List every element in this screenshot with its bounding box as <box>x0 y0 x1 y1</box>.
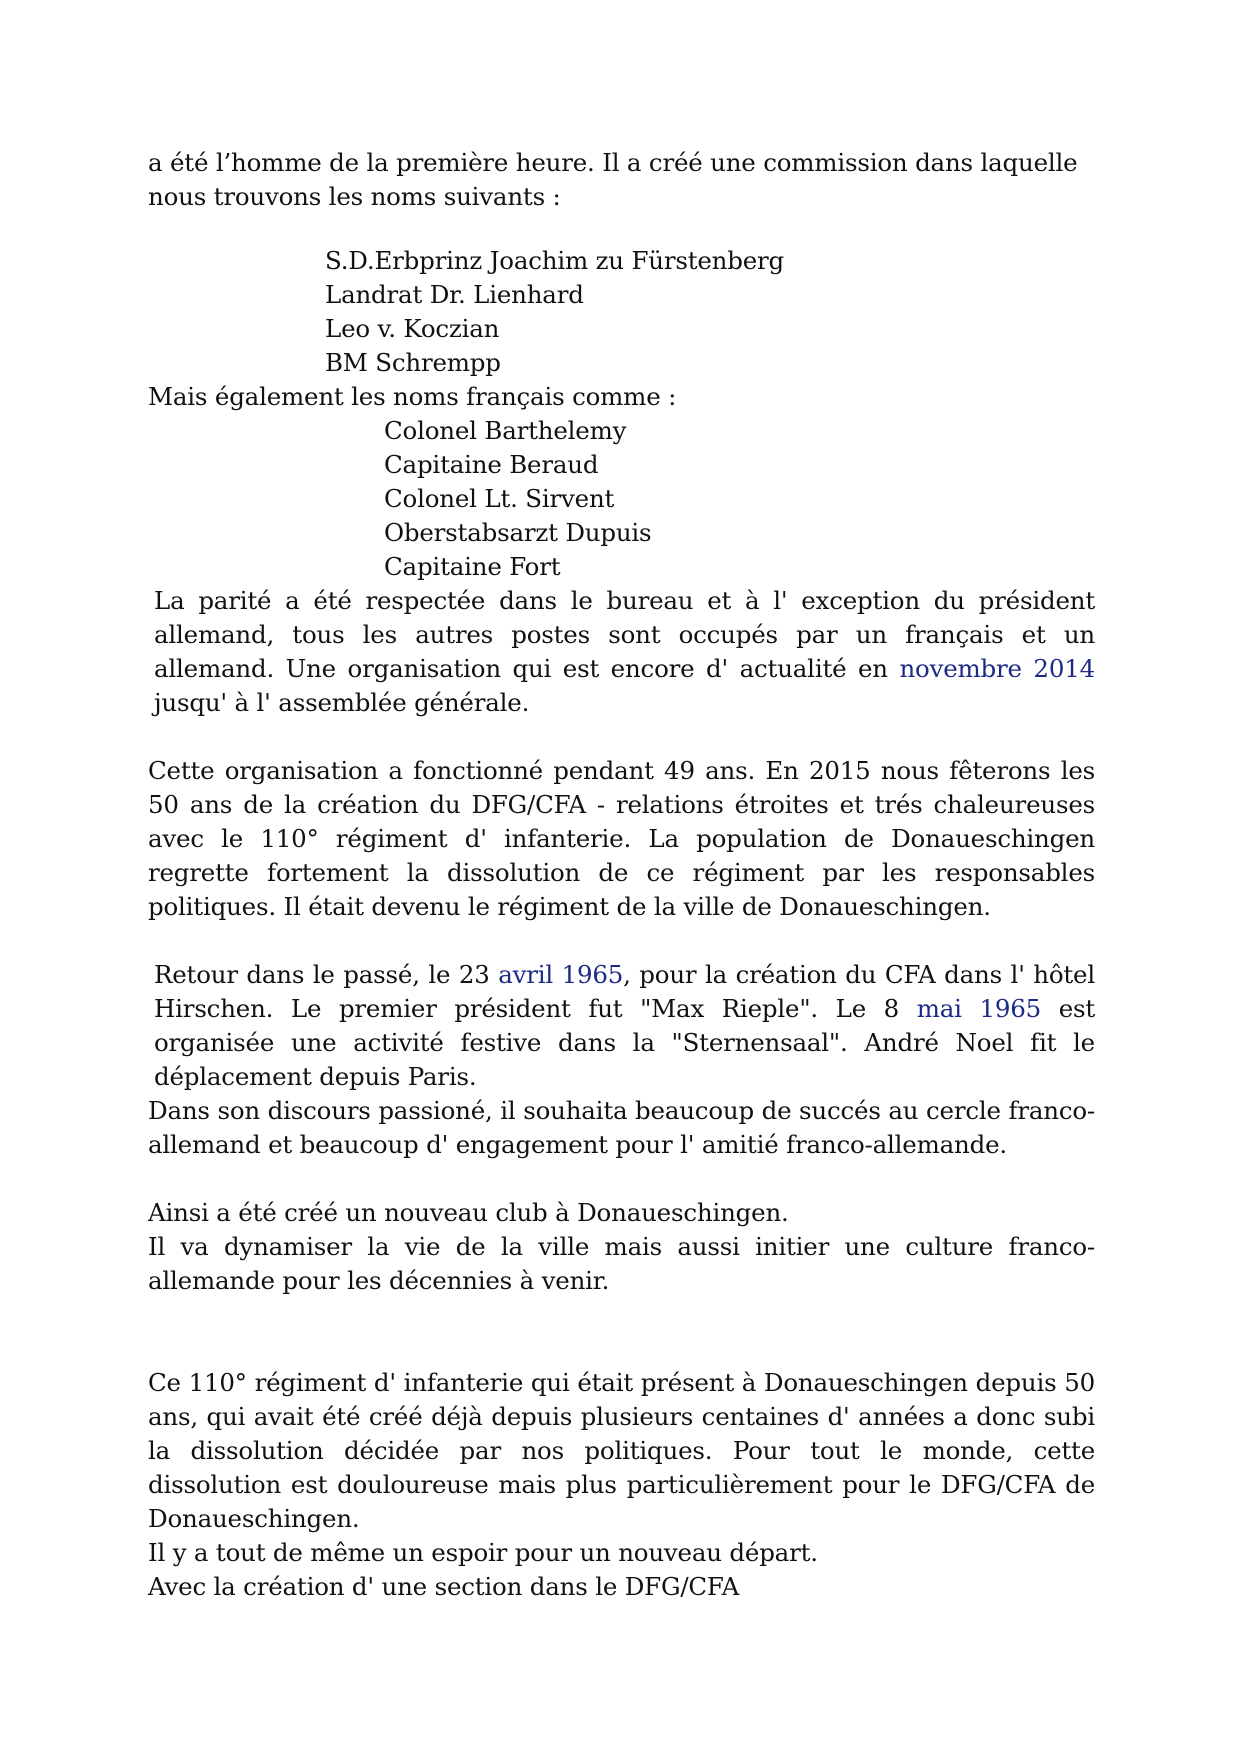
french-name-item: Colonel Lt. Sirvent <box>384 484 615 513</box>
regiment-paragraph: Ce 110° régiment d' infanterie qui était présent à Donaueschingen depuis 50 ans, qui avait été créé déjà depuis plusieurs centaines d' années a donc subi la dissolution décidée par nos politiques. Pour tout le monde, cette dissolution est douloureuse mais plus particulièrement pour le DFG/CFA de Donaueschingen. <box>148 1368 1095 1533</box>
spacer <box>148 1298 1095 1366</box>
retour-text-1: Retour dans le passé, le 23 <box>154 960 499 989</box>
club-line: Ainsi a été créé un nouveau club à Donaueschingen. <box>148 1198 789 1227</box>
spacer <box>148 720 1095 754</box>
spacer <box>148 1162 1095 1196</box>
date-november-2014[interactable]: novembre 2014 <box>899 654 1095 683</box>
spacer <box>148 924 1095 958</box>
french-name-item: Capitaine Fort <box>384 552 561 581</box>
spacer <box>148 214 1095 244</box>
intro-line-1: a été l’homme de la première heure. Il a créé une commission dans laquelle <box>148 148 1078 177</box>
french-name-item: Oberstabsarzt Dupuis <box>384 518 652 547</box>
parity-text-2: jusqu' à l' assemblée générale. <box>154 688 530 717</box>
section-line: Avec la création d' une section dans le DFG/CFA <box>148 1572 740 1601</box>
organisation-paragraph: Cette organisation a fonctionné pendant 49 ans. En 2015 nous fêterons les 50 ans de la création du DFG/CFA - relations étroites et trés chaleureuses avec le 110° régiment d' infanterie. La population de Donaueschingen regrette fortement la dissolution de ce régiment par les responsables politiques. Il était devenu le régiment de la ville de Donaueschingen. <box>148 756 1095 921</box>
german-name-item: Landrat Dr. Lienhard <box>325 280 584 309</box>
retour-text-3: est organisée une activité festive dans la "Sternensaal". André Noel fit le déplacement depuis Paris. <box>154 994 1096 1091</box>
retour-paragraph <box>148 958 1095 1094</box>
german-names-list <box>148 244 1095 380</box>
parity-paragraph <box>148 584 1095 720</box>
parity-text-1: La parité a été respectée dans le bureau et à l' exception du président allemand, tous les autres postes sont occupés par un français et un allemand. Une organisation qui est encore d' actualité en <box>154 586 1095 683</box>
german-name-item: S.D.Erbprinz Joachim zu Fürstenberg <box>325 246 785 275</box>
dynamiser-paragraph: Il va dynamiser la vie de la ville mais aussi initier une culture franco-allemande pour les décennies à venir. <box>148 1232 1095 1295</box>
french-names-intro: Mais également les noms français comme : <box>148 382 677 411</box>
french-name-item: Capitaine Beraud <box>384 450 599 479</box>
intro-line-2: nous trouvons les noms suivants : <box>148 182 561 211</box>
german-name-item: Leo v. Koczian <box>325 314 500 343</box>
date-april-1965[interactable]: avril 1965 <box>498 960 624 989</box>
retour-text-2: , pour la création du CFA dans l' hôtel Hirschen. Le premier président fut "Max Rieple". Le 8 <box>154 960 1095 1023</box>
discours-paragraph: Dans son discours passioné, il souhaita beaucoup de succés au cercle franco-allemand et beaucoup d' engagement pour l' amitié franco-allemande. <box>148 1096 1095 1159</box>
french-name-item: Colonel Barthelemy <box>384 416 627 445</box>
espoir-line: Il y a tout de même un espoir pour un nouveau départ. <box>148 1538 818 1567</box>
german-name-item: BM Schrempp <box>325 348 501 377</box>
french-names-list <box>148 414 1095 584</box>
date-may-1965[interactable]: mai 1965 <box>916 994 1042 1023</box>
